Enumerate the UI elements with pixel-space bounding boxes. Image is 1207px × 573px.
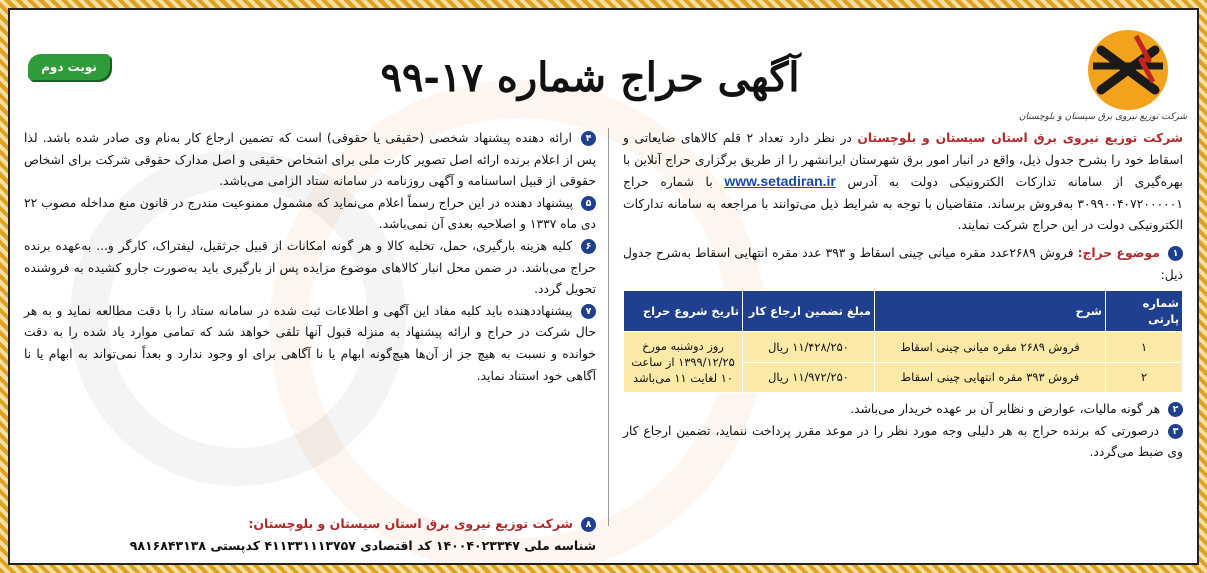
item-number: ۵ (581, 196, 596, 211)
condition-text: درصورتی که برنده حراج به هر دلیلی وجه مورد نظر را در موعد مقرر پرداخت ننماید، تضمین ارجاع کار وی ضبط می‌گردد. (623, 423, 1183, 460)
condition-text: پیشنهاددهنده باید کلیه مفاد این آگهی و اطلاعات ثبت شده در سامانه ستاد را با دقت مطالعه نماید و به هر حال شرکت در حراج و ارائه پیشنهاد به منزله قبول آنها تلقی خواهد شد که تمامی موارد یاد شده را به دقت خوانده و نسبت به هیچ جز از آن‌ها هیچ‌گونه ابهام یا نا آگاهی برای او وجود ندارد و بعداً نمی‌تواند به ابهام یا نا آگاهی خود استناد نماید. (24, 303, 596, 383)
table-header: شرح (875, 291, 1106, 332)
intro-paragraph (623, 128, 1183, 237)
table-cell-guarantee: ۱۱/۹۷۲/۲۵۰ ریال (743, 362, 875, 393)
item-number: ۶ (581, 239, 596, 254)
website-link[interactable]: www.setadiran.ir (724, 173, 836, 190)
table-cell-start-date: روز دوشنبه مورخ ۱۳۹۹/۱۲/۲۵ از ساعت ۱۰ لغایت ۱۱ می‌باشد (624, 332, 743, 393)
item-number: ۸ (581, 517, 596, 532)
table-cell-guarantee: ۱۱/۴۲۸/۲۵۰ ریال (743, 332, 875, 363)
table-cell-party: ۲ (1106, 362, 1183, 393)
condition-item (623, 399, 1183, 421)
page-title: آگهی حراج شماره ۱۷-۹۹ (380, 54, 800, 101)
condition-item (24, 193, 596, 236)
company-logo-icon (1073, 22, 1183, 122)
condition-item (24, 128, 596, 193)
intro-text-1: در نظر دارد تعداد ۲ قلم کالاهای ضایعاتی و اسقاط خود را بشرح جدول ذیل، واقع در انبار امور برق شهرستان ایرانشهر را از طریق برگزاری حراج آنلاین با بهره‌گیری از سامانه تدارکات الکترونیکی دولت به آدرس (623, 131, 1183, 190)
status-badge: نوبت دوم (28, 54, 110, 80)
footer-company-line (24, 513, 596, 535)
table-header: مبلغ تضمین ارجاع کار (743, 291, 875, 332)
table-cell-party: ۱ (1106, 332, 1183, 363)
table-cell-desc: فروش ۳۹۳ مقره انتهایی چینی اسقاط (875, 362, 1106, 393)
column-divider (608, 128, 609, 526)
table-header: تاریخ شروع حراج (624, 291, 743, 332)
right-column (623, 128, 1183, 464)
table-header: شماره پارتی (1106, 291, 1183, 332)
condition-item (24, 236, 596, 301)
item-number: ۴ (581, 131, 596, 146)
table-row (624, 332, 1183, 363)
item-number: ۲ (1168, 402, 1183, 417)
item-number: ۷ (581, 304, 596, 319)
condition-text: پیشنهاد دهنده در این حراج رسماً اعلام می‌نماید که مشمول ممنوعیت مندرج در قانون منع مداخله مصوب ۲۲ دی ماه ۱۳۳۷ و اصلاحیه بعدی آن نمی‌باشد. (24, 195, 596, 232)
header (10, 10, 1197, 135)
table-cell-desc: فروش ۲۶۸۹ مقره میانی چینی اسقاط (875, 332, 1106, 363)
condition-text: ارائه دهنده پیشنهاد شخصی (حقیقی یا حقوقی) است که تضمین ارجاع کار به‌نام وی صادر شده باشد. لذا پس از اعلام برنده ارائه اصل تصویر کارت ملی برای اشخاص حقیقی و اصل مدارک حقوقی شرکت برای اشخاص حقوقی از قبیل اساسنامه و آگهی روزنامه در سامانه ستاد الزامی می‌باشد. (24, 131, 596, 189)
company-signature: شرکت توزیع نیروی برق سیستان و بلوچستان (1018, 112, 1187, 122)
footer-company: شرکت توزیع نیروی برق استان سیستان و بلوچستان: (248, 516, 574, 531)
condition-item (24, 301, 596, 387)
subject-label: موضوع حراج: (1077, 245, 1160, 260)
intro-company: شرکت توزیع نیروی برق استان سیستان و بلوچستان (857, 131, 1183, 145)
items-table (623, 290, 1183, 393)
item-number: ۱ (1168, 246, 1183, 261)
item-number: ۳ (1168, 424, 1183, 439)
intro-text-2: با شماره حراج ۳۰۹۹۰۰۴۰۷۲۰۰۰۰۰۱ به‌فروش برساند. متقاضیان با توجه به شرایط ذیل می‌توانند با مراجعه به سامانه تدارکات الکترونیکی دولت در این حراج شرکت نمایند. (623, 175, 1183, 233)
subject-paragraph (623, 243, 1183, 286)
footer-ids: شناسه ملی ۱۴۰۰۴۰۲۳۳۴۷ کد اقتصادی ۴۱۱۳۳۱۱۱۳۷۵۷ کدپستی ۹۸۱۶۸۴۳۱۳۸ (129, 538, 596, 553)
condition-text: هر گونه مالیات، عوارض و نظایر آن بر عهده خریدار می‌باشد. (850, 402, 1161, 417)
footer (24, 513, 596, 557)
advertisement-body (8, 8, 1199, 565)
condition-text: کلیه هزینه بارگیری، حمل، تخلیه کالا و هر گونه امکانات از قبیل جرثقیل، لیفتراک، کارگر و... به‌عهده برنده حراج می‌باشد. در ضمن محل انبار کالاهای موضوع مزایده پس از بارگیری باید به‌صورت جارو کشیده به فروشنده تحویل گردد. (24, 238, 596, 297)
left-column (24, 128, 596, 387)
subject-text: فروش ۲۶۸۹عدد مقره میانی چینی اسقاط و ۳۹۳ عدد مقره انتهایی اسقاط به‌شرح جدول ذیل: (623, 245, 1183, 282)
condition-item (623, 421, 1183, 464)
